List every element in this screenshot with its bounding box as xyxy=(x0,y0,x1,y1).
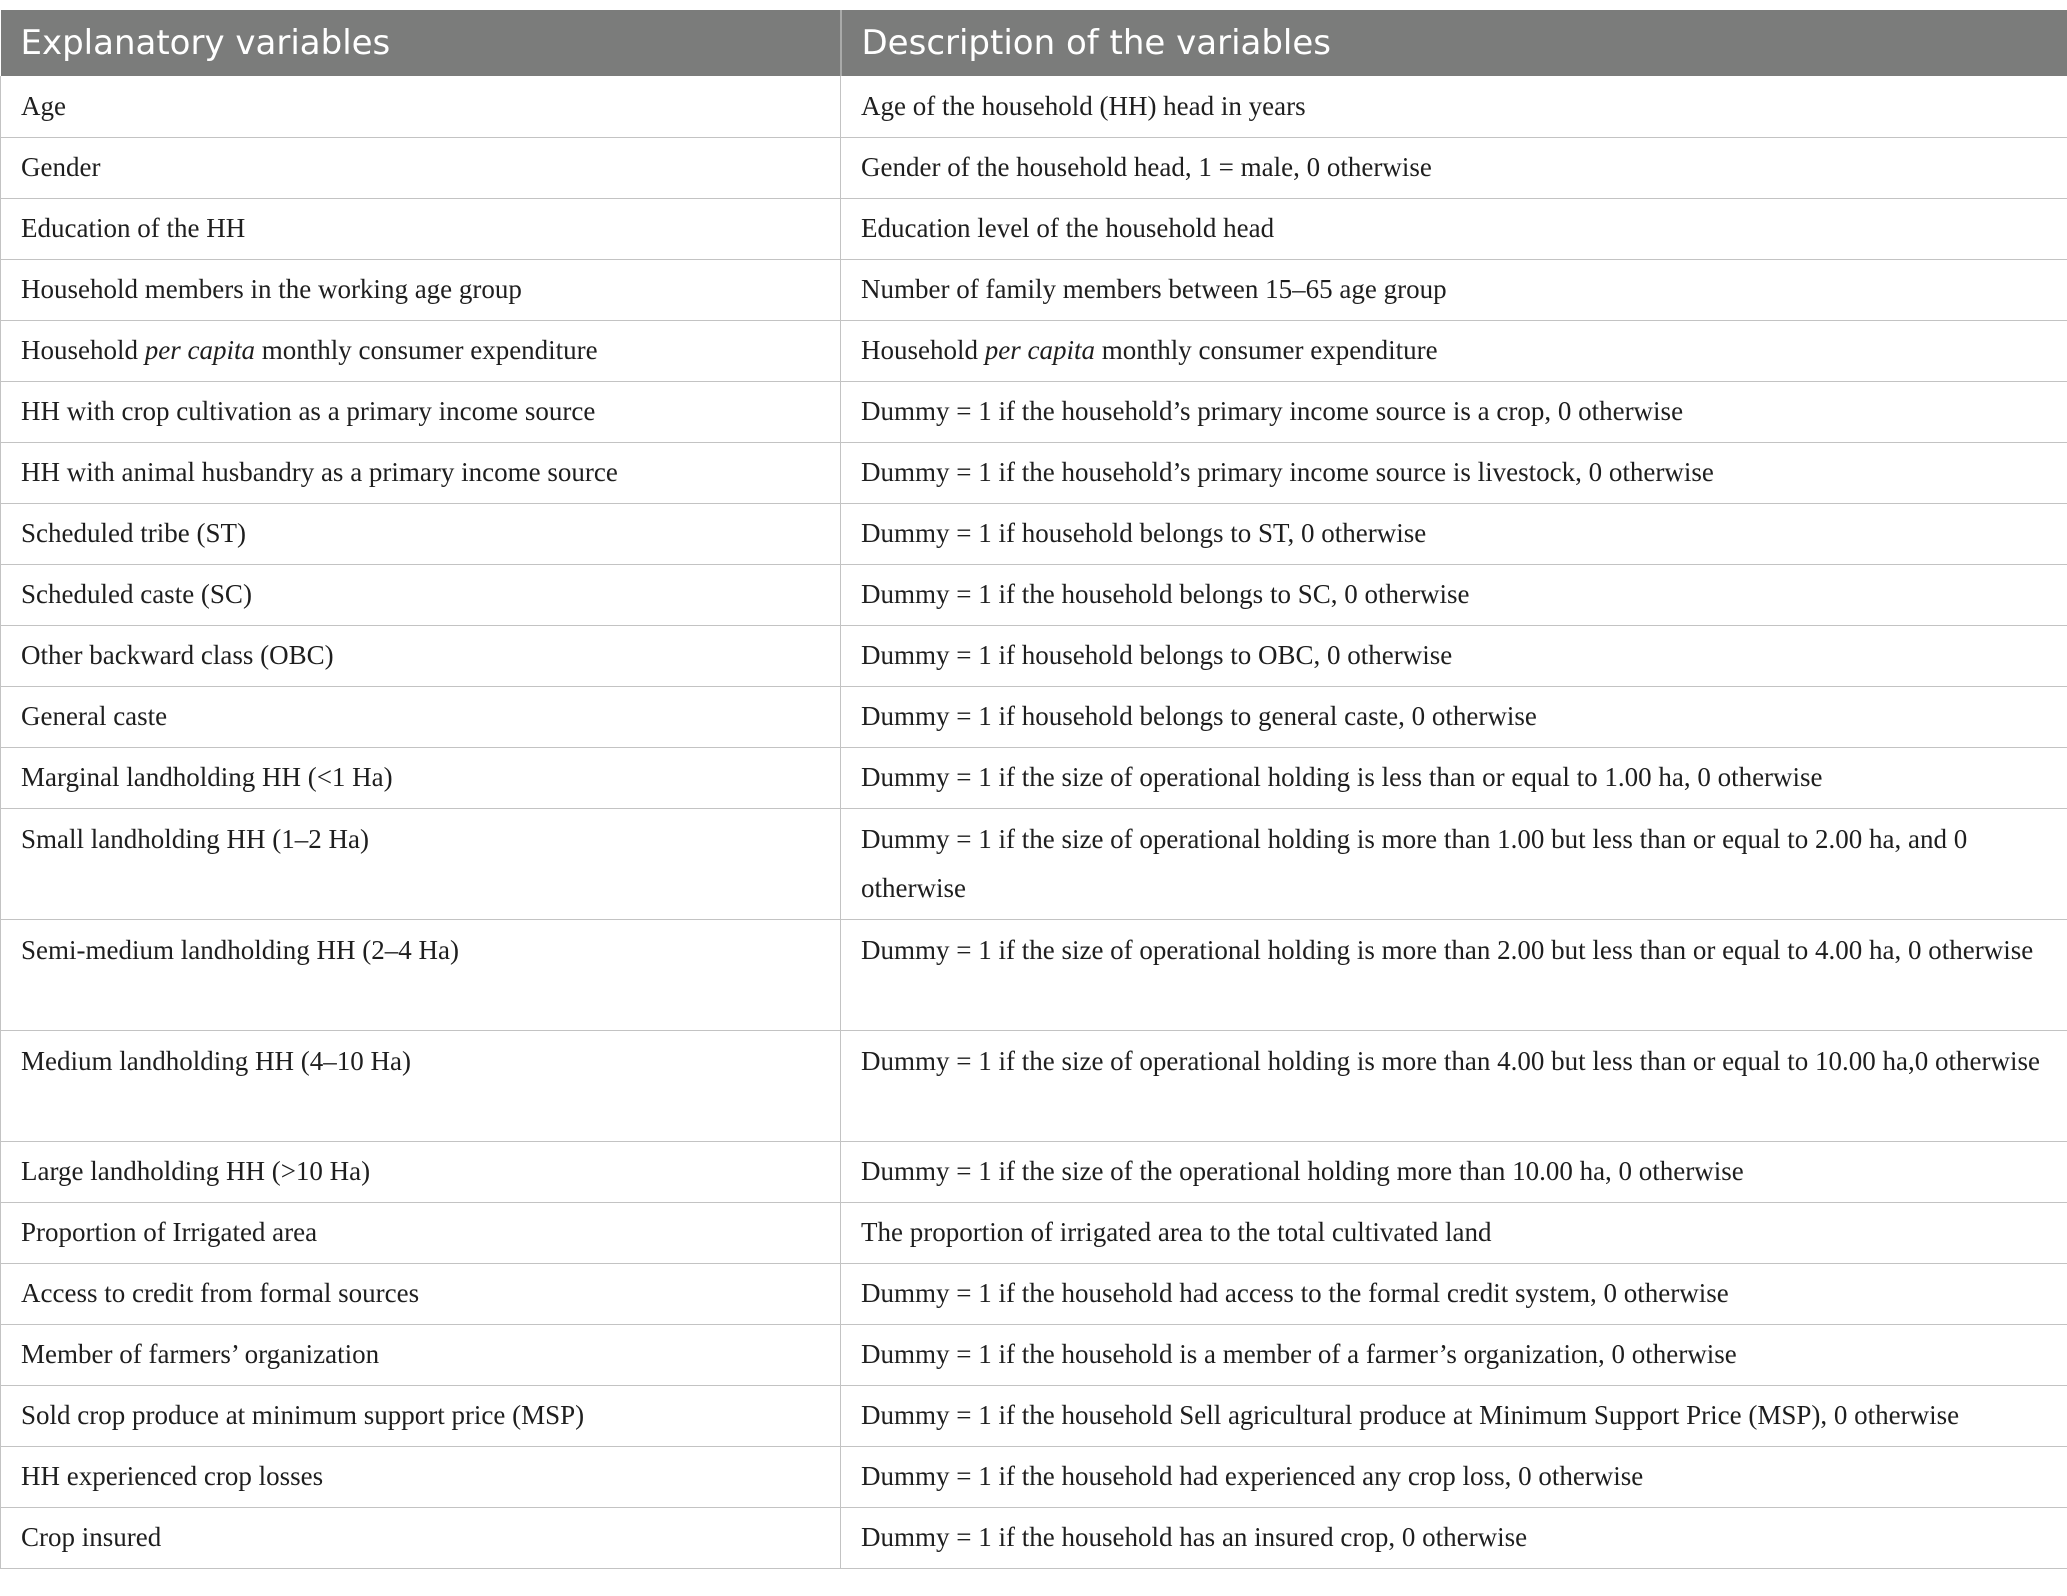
description-cell: Dummy = 1 if the household had access to the formal credit system, 0 otherwise xyxy=(841,1263,2067,1324)
table-row xyxy=(1,259,2067,320)
variable-cell: Access to credit from formal sources xyxy=(1,1263,841,1324)
description-cell: Dummy = 1 if the household has an insured crop, 0 otherwise xyxy=(841,1507,2067,1568)
description-cell: Dummy = 1 if the household’s primary income source is a crop, 0 otherwise xyxy=(841,381,2067,442)
description-cell: Dummy = 1 if the household’s primary income source is livestock, 0 otherwise xyxy=(841,442,2067,503)
table-row xyxy=(1,442,2067,503)
variable-cell: Member of farmers’ organization xyxy=(1,1324,841,1385)
description-cell: Dummy = 1 if the household belongs to SC, 0 otherwise xyxy=(841,564,2067,625)
description-cell xyxy=(841,320,2067,381)
variable-cell: HH experienced crop losses xyxy=(1,1446,841,1507)
table-header xyxy=(1,10,2067,76)
variable-cell: Scheduled tribe (ST) xyxy=(1,503,841,564)
variable-cell: Marginal landholding HH (<1 Ha) xyxy=(1,747,841,808)
description-cell: Dummy = 1 if the size of operational holding is more than 1.00 but less than or equal to 2.00 ha, and 0 otherwise xyxy=(841,808,2067,919)
description-cell: Dummy = 1 if household belongs to ST, 0 otherwise xyxy=(841,503,2067,564)
description-cell: Dummy = 1 if the size of operational holding is more than 2.00 but less than or equal to 4.00 ha, 0 otherwise xyxy=(841,919,2067,1030)
table-row xyxy=(1,1446,2067,1507)
table-row xyxy=(1,1202,2067,1263)
description-cell: The proportion of irrigated area to the total cultivated land xyxy=(841,1202,2067,1263)
table-row xyxy=(1,381,2067,442)
description-cell: Education level of the household head xyxy=(841,198,2067,259)
variable-text-post: monthly consumer expenditure xyxy=(254,335,598,365)
variable-cell: HH with crop cultivation as a primary income source xyxy=(1,381,841,442)
table-row xyxy=(1,137,2067,198)
table-row xyxy=(1,320,2067,381)
variable-cell: Age xyxy=(1,76,841,137)
description-text-italic: per capita xyxy=(984,335,1095,365)
variable-cell: Semi-medium landholding HH (2–4 Ha) xyxy=(1,919,841,1030)
variable-cell: Proportion of Irrigated area xyxy=(1,1202,841,1263)
variable-cell: Crop insured xyxy=(1,1507,841,1568)
variable-cell: Large landholding HH (>10 Ha) xyxy=(1,1141,841,1202)
header-explanatory-variables: Explanatory variables xyxy=(1,10,841,76)
table-row xyxy=(1,747,2067,808)
description-cell: Number of family members between 15–65 age group xyxy=(841,259,2067,320)
variable-cell: Small landholding HH (1–2 Ha) xyxy=(1,808,841,919)
table-row xyxy=(1,1030,2067,1141)
variable-cell: Household members in the working age group xyxy=(1,259,841,320)
variable-cell: Scheduled caste (SC) xyxy=(1,564,841,625)
table-row xyxy=(1,1263,2067,1324)
table-row xyxy=(1,1507,2067,1568)
variable-text-pre: Household xyxy=(21,335,145,365)
description-cell: Dummy = 1 if the size of the operational holding more than 10.00 ha, 0 otherwise xyxy=(841,1141,2067,1202)
table-row xyxy=(1,808,2067,919)
description-cell: Dummy = 1 if household belongs to OBC, 0 otherwise xyxy=(841,625,2067,686)
variable-cell: Gender xyxy=(1,137,841,198)
table-row xyxy=(1,198,2067,259)
variable-text-italic: per capita xyxy=(144,335,255,365)
variable-cell: Education of the HH xyxy=(1,198,841,259)
header-description: Description of the variables xyxy=(841,10,2067,76)
table-row xyxy=(1,1324,2067,1385)
header-row xyxy=(1,10,2067,76)
table-row xyxy=(1,1141,2067,1202)
description-cell: Dummy = 1 if household belongs to general caste, 0 otherwise xyxy=(841,686,2067,747)
description-cell: Gender of the household head, 1 = male, 0 otherwise xyxy=(841,137,2067,198)
description-cell: Dummy = 1 if the size of operational holding is less than or equal to 1.00 ha, 0 otherwise xyxy=(841,747,2067,808)
table-row xyxy=(1,686,2067,747)
table-row xyxy=(1,1385,2067,1446)
table-row xyxy=(1,625,2067,686)
description-text-post: monthly consumer expenditure xyxy=(1094,335,1438,365)
description-cell: Dummy = 1 if the household had experienced any crop loss, 0 otherwise xyxy=(841,1446,2067,1507)
variable-cell: General caste xyxy=(1,686,841,747)
table-row xyxy=(1,564,2067,625)
description-cell: Dummy = 1 if the size of operational holding is more than 4.00 but less than or equal to 10.00 ha,0 otherwise xyxy=(841,1030,2067,1141)
table-row xyxy=(1,76,2067,137)
description-cell: Age of the household (HH) head in years xyxy=(841,76,2067,137)
description-cell: Dummy = 1 if the household Sell agricultural produce at Minimum Support Price (MSP), 0 otherwise xyxy=(841,1385,2067,1446)
table-row xyxy=(1,503,2067,564)
variable-cell: Other backward class (OBC) xyxy=(1,625,841,686)
variable-cell: Sold crop produce at minimum support price (MSP) xyxy=(1,1385,841,1446)
table-body xyxy=(1,76,2067,1568)
variable-cell xyxy=(1,320,841,381)
table-row xyxy=(1,919,2067,1030)
variables-table-container xyxy=(0,10,2067,1569)
variable-cell: Medium landholding HH (4–10 Ha) xyxy=(1,1030,841,1141)
variable-cell: HH with animal husbandry as a primary income source xyxy=(1,442,841,503)
variables-table xyxy=(0,10,2067,1569)
description-cell: Dummy = 1 if the household is a member of a farmer’s organization, 0 otherwise xyxy=(841,1324,2067,1385)
description-text-pre: Household xyxy=(861,335,985,365)
